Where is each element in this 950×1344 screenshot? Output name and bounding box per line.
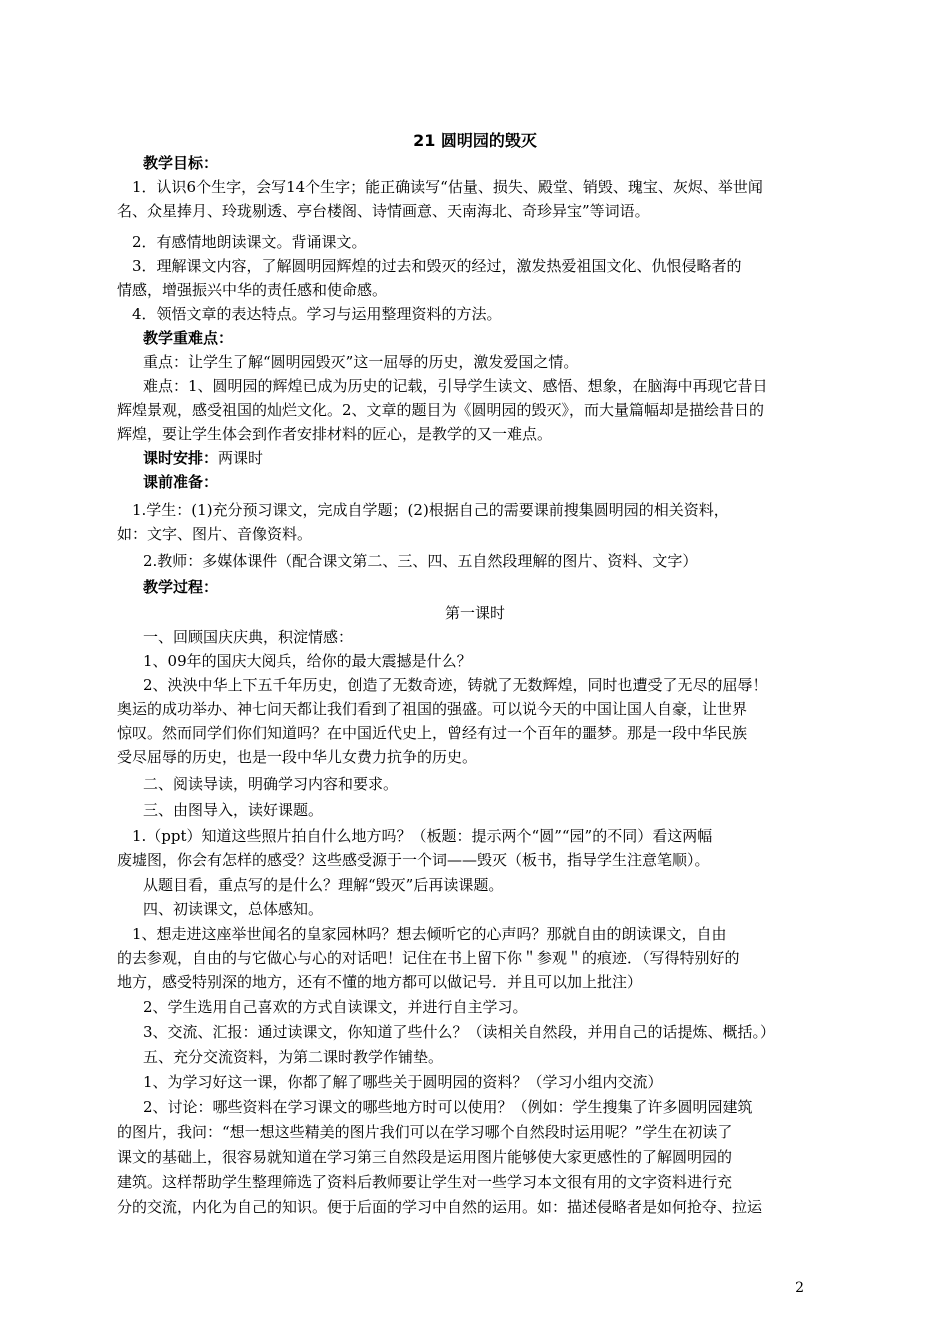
text-line: 4．领悟文章的表达特点。学习与运用整理资料的方法。 bbox=[117, 305, 502, 323]
lesson-title: 21 圆明园的毁灭 bbox=[413, 131, 537, 150]
text-line: 二、阅读导读，明确学习内容和要求。 bbox=[143, 775, 399, 793]
section-first-lesson: 第一课时 bbox=[444, 604, 505, 622]
text-line: 地方，感受特别深的地方，还有不懂的地方都可以做记号．并且可以加上批注） bbox=[117, 973, 643, 991]
text-line: 3、交流、汇报：通过读课文，你知道了些什么？（读相关自然段，并用自己的话提炼、概括。） bbox=[143, 1023, 776, 1041]
text-line: 的去参观，自由的与它做心与心的对话吧！记住在书上留下你＂参观＂的痕迹．（写得特别好的 bbox=[117, 949, 740, 967]
text-line: 奥运的成功举办、神七问天都让我们看到了祖国的强盛。可以说今天的中国让国人自豪，让世界 bbox=[117, 700, 748, 718]
text-line: 难点：1、圆明园的辉煌已成为历史的记载，引导学生读文、感悟、想象，在脑海中再现它昔日 bbox=[143, 377, 768, 395]
text-line: 如：文字、图片、音像资料。 bbox=[117, 525, 313, 543]
text-line: 分的交流，内化为自己的知识。便于后面的学习中自然的运用。如：描述侵略者是如何抢夺、拉运 bbox=[117, 1198, 763, 1216]
text-line: 2、讨论：哪些资料在学习课文的哪些地方时可以使用？（例如：学生搜集了许多圆明园建筑 bbox=[143, 1098, 753, 1116]
page-number: 2 bbox=[795, 1280, 804, 1296]
heading-schedule: 课时安排： bbox=[143, 449, 219, 467]
text-line: 废墟图，你会有怎样的感受？这些感受源于一个词——毁灭（板书，指导学生注意笔顺）。 bbox=[117, 851, 710, 869]
text-line: 1.学生：(1)充分预习课文，完成自学题；(2)根据自己的需要课前搜集圆明园的相关资料， bbox=[117, 501, 729, 519]
text-line: 1、为学习好这一课，你都了解了哪些关于圆明园的资料？（学习小组内交流） bbox=[143, 1073, 663, 1091]
text-line: 1．认识6个生字，会写14个生字；能正确读写“估量、损失、殿堂、销毁、瑰宝、灰烬、举世闻 bbox=[117, 178, 763, 196]
text-line: 重点：让学生了解“圆明园毁灭”这一屈辱的历史，激发爱国之情。 bbox=[143, 353, 579, 371]
text-line: 名、众星捧月、玲珑剔透、亭台楼阁、诗情画意、天南海北、奇珍异宝”等词语。 bbox=[117, 202, 650, 220]
schedule-value: 两课时 bbox=[218, 449, 264, 467]
text-line: 从题目看，重点写的是什么？理解“毁灭”后再读课题。 bbox=[143, 876, 504, 894]
text-line: 1、想走进这座举世闻名的皇家园林吗？想去倾听它的心声吗？那就自由的朗读课文，自由 bbox=[117, 925, 727, 943]
text-line: 四、初读课文，总体感知。 bbox=[143, 900, 324, 918]
text-line: 2．有感情地朗读课文。背诵课文。 bbox=[117, 233, 367, 251]
heading-objectives: 教学目标： bbox=[143, 154, 219, 172]
text-line: 三、由图导入，读好课题。 bbox=[143, 801, 324, 819]
schedule-line bbox=[143, 446, 847, 470]
text-line: 情感，增强振兴中华的责任感和使命感。 bbox=[117, 281, 388, 299]
text-line: 3．理解课文内容，了解圆明园辉煌的过去和毁灭的经过，激发热爱祖国文化、仇恨侵略者的 bbox=[117, 257, 742, 275]
text-line: 课文的基础上，很容易就知道在学习第三自然段是运用图片能够使大家更感性的了解圆明园的 bbox=[117, 1148, 733, 1166]
text-line: 2、学生选用自己喜欢的方式自读课文，并进行自主学习。 bbox=[143, 998, 528, 1016]
heading-process: 教学过程： bbox=[143, 578, 219, 596]
text-line: 辉煌，要让学生体会到作者安排材料的匠心，是教学的又一难点。 bbox=[117, 425, 553, 443]
text-line: 辉煌景观，感受祖国的灿烂文化。2、文章的题目为《圆明园的毁灭》，而大量篇幅却是描绘昔日的 bbox=[117, 401, 765, 419]
text-line: 1.（ppt）知道这些照片拍自什么地方吗？（板题：提示两个“圆”“园”的不同）看这两幅 bbox=[117, 827, 713, 845]
text-line: 2.教师：多媒体课件（配合课文第二、三、四、五自然段理解的图片、资料、文字） bbox=[143, 552, 698, 570]
text-line: 受尽屈辱的历史，也是一段中华儿女费力抗争的历史。 bbox=[117, 748, 478, 766]
text-line: 1、09年的国庆大阅兵，给你的最大震撼是什么？ bbox=[143, 652, 472, 670]
text-line: 五、充分交流资料，为第二课时教学作铺垫。 bbox=[143, 1048, 444, 1066]
heading-preparation: 课前准备： bbox=[143, 473, 219, 491]
text-line: 的图片，我问：“想一想这些精美的图片我们可以在学习哪个自然段时运用呢？”学生在初读了 bbox=[117, 1123, 733, 1141]
text-line: 一、回顾国庆庆典，积淀情感： bbox=[143, 628, 354, 646]
text-line: 惊叹。然而同学们你们知道吗？在中国近代史上，曾经有过一个百年的噩梦。那是一段中华民族 bbox=[117, 724, 748, 742]
text-line: 建筑。这样帮助学生整理筛选了资料后教师要让学生对一些学习本文很有用的文字资料进行充 bbox=[117, 1173, 733, 1191]
text-line: 2、泱泱中华上下五千年历史，创造了无数奇迹，铸就了无数辉煌，同时也遭受了无尽的屈辱！ bbox=[143, 676, 768, 694]
heading-key-points: 教学重难点： bbox=[143, 329, 234, 347]
